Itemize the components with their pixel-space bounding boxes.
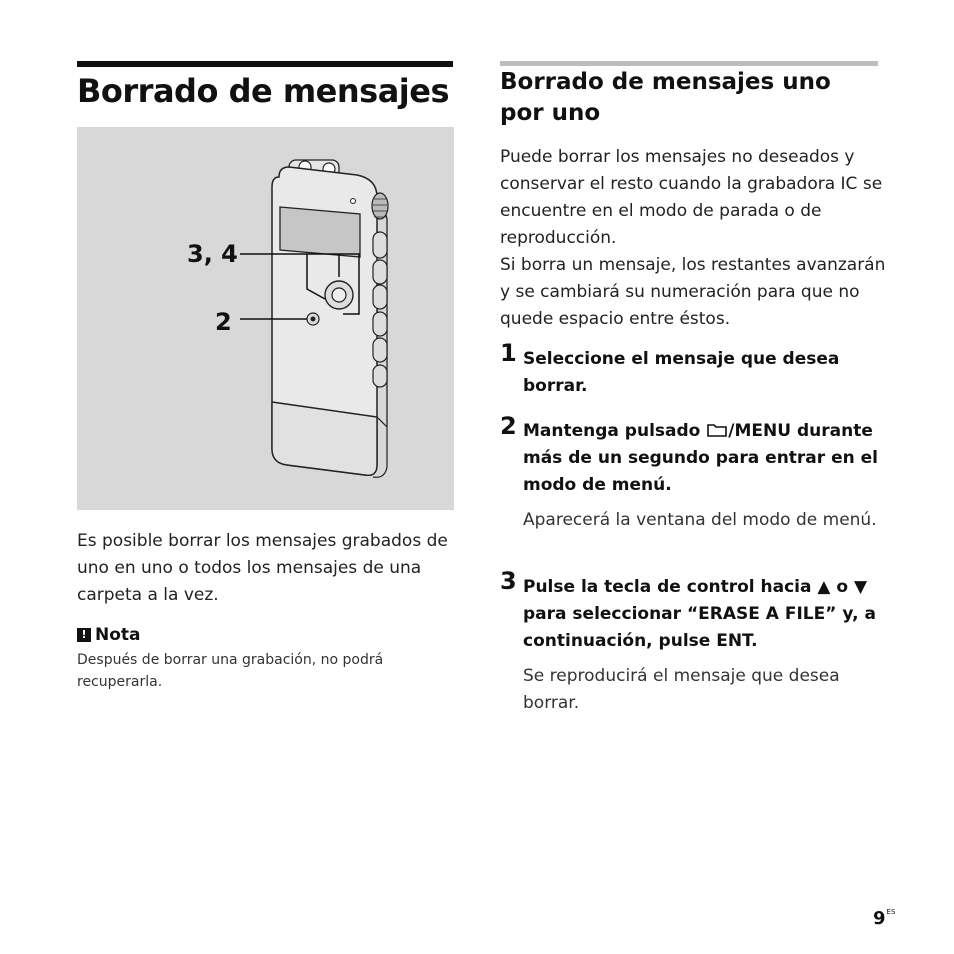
page-title: Borrado de mensajes — [77, 72, 449, 110]
step-3-text: Pulse la tecla de control hacia ▲ o ▼ para seleccionar “ERASE A FILE” y, a continuación, pulse ENT. — [523, 577, 876, 651]
step-1-text: Seleccione el mensaje que desea borrar. — [523, 349, 840, 396]
page-language: ES — [886, 908, 896, 916]
step-2-text-before: Mantenga pulsado — [523, 421, 701, 441]
step-2-text-after: /MENU durante más de un segundo para entrar en el modo de menú. — [523, 421, 878, 495]
step-2-text — [523, 418, 883, 499]
section-title: Borrado de mensajes uno por uno — [500, 69, 831, 126]
callout-3-4: 3, 4 — [187, 240, 238, 268]
step-3-result: Se reproducirá el mensaje que desea borrar. — [523, 666, 840, 713]
step-1-number: 1 — [500, 339, 517, 367]
body-paragraph-2: Si borra un mensaje, los restantes avanzarán y se cambiará su numeración para que no quede espacio entre éstos. — [500, 255, 886, 329]
folder-icon — [707, 423, 727, 437]
note-text: Después de borrar una grabación, no podrá recuperarla. — [77, 652, 384, 690]
note-icon: ! — [77, 628, 91, 642]
page-number-value: 9 — [873, 908, 886, 929]
step-2-number: 2 — [500, 412, 517, 440]
step-2-result: Aparecerá la ventana del modo de menú. — [523, 510, 877, 530]
intro-paragraph: Es posible borrar los mensajes grabados de uno en uno o todos los mensajes de una carpeta a la vez. — [77, 531, 448, 605]
ic-recorder-drawing — [77, 127, 454, 510]
page-number — [873, 908, 895, 929]
recorder-illustration — [77, 127, 454, 510]
body-paragraph-1: Puede borrar los mensajes no deseados y conservar el resto cuando la grabadora IC se encuentre en el modo de parada o de reproducción. — [500, 147, 883, 248]
callout-2: 2 — [215, 308, 232, 336]
note-heading-label: Nota — [95, 625, 141, 645]
note-heading — [77, 625, 141, 645]
step-3-number: 3 — [500, 567, 517, 595]
title-rule — [77, 61, 453, 67]
section-rule — [500, 61, 878, 66]
